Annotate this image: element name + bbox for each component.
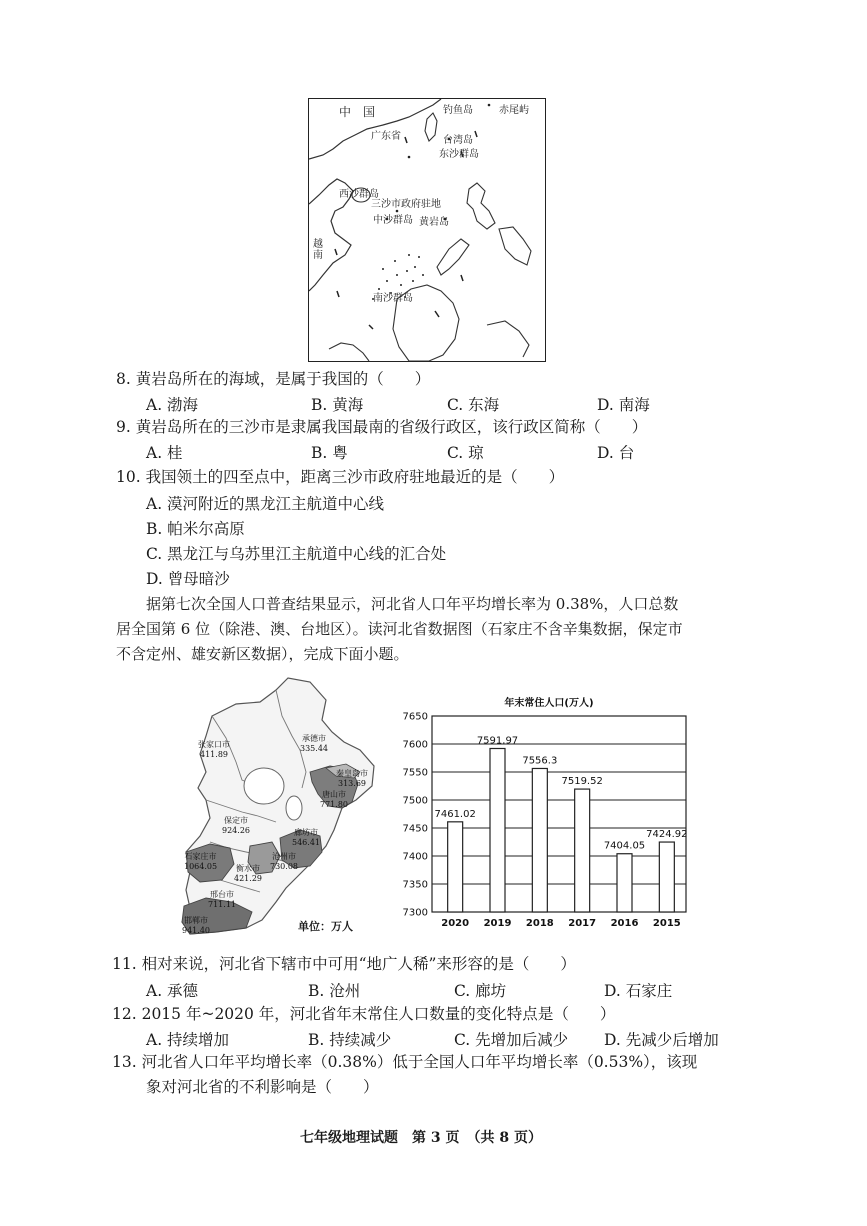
hebei-city-chengde-value: 335.44 (300, 744, 328, 753)
passage-line-1: 据第七次全国人口普查结果显示，河北省人口年平均增长率为 0.38%，人口总数 (146, 595, 679, 613)
chart-x-tick-label: 2017 (568, 918, 597, 929)
hebei-city-cangzhou (270, 852, 298, 872)
hebei-map (176, 676, 382, 946)
chart-x-tick-label: 2019 (483, 918, 512, 929)
chart-y-tick-label: 7300 (402, 907, 428, 919)
map-label-xisha: 西沙群岛 (339, 189, 379, 200)
chart-data-label: 7461.02 (434, 808, 476, 820)
chart-y-tick-label: 7400 (402, 851, 428, 863)
question-12-option-d[interactable]: D. 先减少后增加 (604, 1031, 719, 1049)
question-11-option-c[interactable]: C. 廊坊 (454, 982, 507, 1000)
question-8-option-d[interactable]: D. 南海 (597, 396, 650, 414)
passage-line-2: 居全国第 6 位（除港、澳、台地区）。读河北省数据图（石家庄不含辛集数据，保定市 (116, 620, 683, 638)
question-8-option-a[interactable]: A. 渤海 (146, 396, 199, 414)
page-footer: 七年级地理试题 第 3 页 （共 8 页） (300, 1130, 542, 1146)
chart-y-tick-label: 7600 (402, 739, 428, 751)
question-9-option-c[interactable]: C. 琼 (447, 444, 484, 462)
population-chart (392, 690, 696, 934)
question-8-option-b[interactable]: B. 黄海 (311, 396, 364, 414)
question-10-stem: 10. 我国领土的四至点中，距离三沙市政府驻地最近的是（ ） (116, 468, 565, 486)
question-10-option-d[interactable]: D. 曾母暗沙 (146, 570, 230, 588)
hebei-city-langfang-value: 546.41 (292, 838, 320, 847)
passage-line-3: 不含定州、雄安新区数据），完成下面小题。 (116, 645, 409, 663)
hebei-city-xingtai-name: 邢台市 (210, 890, 234, 899)
hebei-city-shijiazhuang-value: 1064.05 (184, 862, 218, 871)
hebei-city-qinhuangdao (336, 769, 368, 789)
hebei-city-zhangjiakou (198, 740, 230, 760)
chart-y-tick-label: 7650 (402, 711, 428, 723)
chart-x-tick-label: 2016 (610, 918, 639, 929)
map-label-taiwan: 台湾岛 (443, 135, 473, 146)
hebei-city-shijiazhuang (184, 852, 217, 872)
hebei-city-xingtai (208, 890, 236, 910)
map-label-nansha: 南沙群岛 (373, 293, 413, 304)
question-12-option-a[interactable]: A. 持续增加 (146, 1031, 230, 1049)
hebei-city-cangzhou-name: 沧州市 (272, 852, 296, 861)
question-11-option-a[interactable]: A. 承德 (146, 982, 199, 1000)
question-9-option-d[interactable]: D. 台 (597, 444, 635, 462)
chart-bar (448, 822, 463, 912)
hebei-city-langfang-name: 廊坊市 (294, 828, 318, 837)
hebei-city-handan-name: 邯郸市 (184, 916, 208, 925)
question-10-option-a[interactable]: A. 漠河附近的黑龙江主航道中心线 (146, 495, 385, 513)
question-12-option-b[interactable]: B. 持续减少 (308, 1031, 392, 1049)
chart-x-tick-label: 2015 (652, 918, 681, 929)
hebei-city-hengshui-name: 衡水市 (236, 864, 260, 873)
chart-title: 年末常住人口(万人) (504, 698, 594, 709)
hebei-city-handan-value: 941.40 (182, 926, 210, 935)
map-label-zhongsha: 中沙群岛 (373, 215, 413, 226)
map-label-sansha: 三沙市政府驻地 (371, 199, 441, 210)
question-8-option-c[interactable]: C. 东海 (447, 396, 500, 414)
south-china-sea-map (308, 98, 546, 362)
map-label-dongsha: 东沙群岛 (439, 149, 479, 160)
chart-bar (659, 842, 674, 912)
chart-data-label: 7556.3 (522, 755, 558, 767)
hebei-city-tangshan-value: 771.80 (320, 800, 348, 809)
population-chart-svg (392, 690, 696, 934)
hebei-city-tangshan-name: 唐山市 (322, 790, 346, 799)
chart-bar (490, 748, 505, 912)
map-label-diaoyu: 钓鱼岛 (443, 105, 473, 116)
question-11-stem: 11. 相对来说，河北省下辖市中可用“地广人稀”来形容的是（ ） (112, 955, 576, 973)
question-12-option-c[interactable]: C. 先增加后减少 (454, 1031, 569, 1049)
chart-data-label: 7591.97 (476, 735, 519, 747)
chart-x-tick-label: 2020 (441, 918, 470, 929)
hebei-city-qinhuangdao-name: 秦皇岛市 (336, 769, 368, 778)
question-13-stem-line-2: 象对河北省的不利影响是（ ） (146, 1078, 379, 1096)
question-10-option-c[interactable]: C. 黑龙江与乌苏里江主航道中心线的汇合处 (146, 545, 447, 563)
question-11-option-d[interactable]: D. 石家庄 (604, 982, 673, 1000)
hebei-city-langfang (292, 828, 320, 848)
hebei-city-baoding (222, 816, 250, 836)
chart-data-label: 7404.05 (603, 840, 646, 852)
hebei-city-shijiazhuang-name: 石家庄市 (184, 852, 217, 861)
question-11-option-b[interactable]: B. 沧州 (308, 982, 361, 1000)
south-china-sea-map-graphic (309, 99, 545, 361)
question-9-stem: 9. 黄岩岛所在的三沙市是隶属我国最南的省级行政区，该行政区简称（ ） (116, 418, 648, 436)
chart-y-tick-label: 7500 (402, 795, 428, 807)
hebei-city-hengshui-value: 421.29 (234, 874, 262, 883)
hebei-city-tangshan (320, 790, 348, 810)
hebei-city-handan (182, 916, 210, 936)
question-13-stem-line-1: 13. 河北省人口年平均增长率（0.38%）低于全国人口年平均增长率（0.53%），该现 (112, 1053, 698, 1071)
map-label-vietnam: 越南 (313, 239, 323, 261)
chart-data-label: 7519.52 (561, 776, 603, 788)
chart-y-tick-label: 7450 (402, 823, 428, 835)
hebei-city-baoding-value: 924.26 (222, 826, 250, 835)
map-label-china: 中 国 (339, 105, 376, 119)
question-9-option-a[interactable]: A. 桂 (146, 444, 183, 462)
hebei-city-hengshui (234, 864, 262, 884)
question-12-stem: 12. 2015 年~2020 年，河北省年末常住人口数量的变化特点是（ ） (112, 1005, 616, 1023)
question-8-stem: 8. 黄岩岛所在的海域，是属于我国的（ ） (116, 370, 431, 388)
hebei-city-chengde (300, 734, 328, 754)
chart-bar (617, 854, 632, 912)
hebei-city-chengde-name: 承德市 (302, 734, 326, 743)
map-label-guangdong: 广东省 (371, 131, 401, 142)
chart-y-tick-label: 7350 (402, 879, 428, 891)
map-label-chiwei: 赤尾屿 (499, 105, 529, 116)
hebei-city-baoding-name: 保定市 (224, 816, 248, 825)
hebei-city-xingtai-value: 711.11 (208, 900, 236, 909)
hebei-city-qinhuangdao-value: 313.69 (338, 779, 366, 788)
hebei-city-zhangjiakou-name: 张家口市 (198, 740, 230, 749)
hebei-city-cangzhou-value: 730.08 (270, 862, 298, 871)
chart-bar (532, 768, 547, 912)
chart-y-tick-label: 7550 (402, 767, 428, 779)
chart-x-tick-label: 2018 (525, 918, 554, 929)
map-label-huangyan: 黄岩岛 (419, 217, 449, 228)
question-10-option-b[interactable]: B. 帕米尔高原 (146, 520, 245, 538)
chart-data-label: 7424.92 (646, 829, 688, 841)
question-9-option-b[interactable]: B. 粤 (311, 444, 348, 462)
hebei-map-graphic (176, 676, 382, 946)
chart-bar (575, 789, 590, 912)
hebei-map-unit: 单位：万人 (298, 920, 353, 933)
hebei-city-zhangjiakou-value: 411.89 (200, 750, 228, 759)
